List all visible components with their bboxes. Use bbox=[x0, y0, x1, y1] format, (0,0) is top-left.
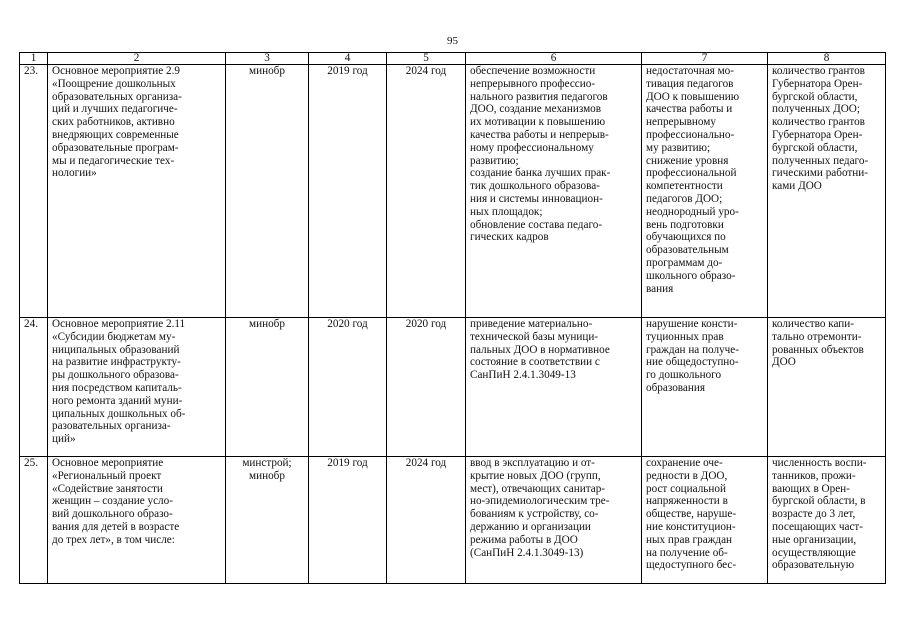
start-year: 2020 год bbox=[309, 318, 387, 457]
indicators: численность воспи- танников, прожи- вающих в Орен- бургской области, в возрасте до 3 лет, посещающих част- ные организации, осуществляющие образовательную bbox=[768, 457, 886, 584]
end-year: 2024 год bbox=[387, 457, 466, 584]
page-number: 95 bbox=[447, 35, 458, 47]
measures-table bbox=[19, 52, 886, 584]
row-number: 24. bbox=[20, 318, 48, 457]
start-year: 2019 год bbox=[309, 65, 387, 318]
event-name: Основное мероприятие «Региональный проект «Содействие занятости женщин – создание усло- вий дошкольного образо- вания для детей в возрасте до трех лет», в том числе: bbox=[48, 457, 226, 584]
expected-result: обеспечение возможности непрерывного профессио- нального развития педагогов ДОО, создание механизмов их мотивации к повышению качества работы и непрерыв- ному профессиональному развитию; создание банка лучших прак- тик дошкольного образова- ния и системы инновацион- ных площадок; обновление состава педаго- гических кадров bbox=[466, 65, 642, 318]
row-number: 25. bbox=[20, 457, 48, 584]
column-number-row bbox=[20, 53, 886, 65]
end-year: 2024 год bbox=[387, 65, 466, 318]
executor: минстрой; минобр bbox=[226, 457, 309, 584]
expected-result: приведение материально- технической базы муници- пальных ДОО в нормативное состояние в соответствии с СанПиН 2.4.1.3049-13 bbox=[466, 318, 642, 457]
table-row bbox=[20, 65, 886, 318]
column-header: 4 bbox=[309, 53, 387, 65]
executor: минобр bbox=[226, 318, 309, 457]
row-number: 23. bbox=[20, 65, 48, 318]
column-header: 1 bbox=[20, 53, 48, 65]
column-header: 6 bbox=[466, 53, 642, 65]
column-header: 5 bbox=[387, 53, 466, 65]
indicators: количество грантов Губернатора Орен- бургской области, полученных ДОО; количество грантов Губернатора Орен- бургской области, полученных педаго- гическими работни- ками ДОО bbox=[768, 65, 886, 318]
end-year: 2020 год bbox=[387, 318, 466, 457]
column-header: 3 bbox=[226, 53, 309, 65]
indicators: количество капи- тально отремонти- рованных объектов ДОО bbox=[768, 318, 886, 457]
start-year: 2019 год bbox=[309, 457, 387, 584]
event-name: Основное мероприятие 2.11 «Субсидии бюджетам му- ниципальных образований на развитие инфраструкту- ры дошкольного образова- ния посредством капиталь- ного ремонта зданий муни- ципальных дошкольных об- разовательных организа- ций» bbox=[48, 318, 226, 457]
column-header: 7 bbox=[642, 53, 768, 65]
executor: минобр bbox=[226, 65, 309, 318]
column-header: 8 bbox=[768, 53, 886, 65]
expected-result: ввод в эксплуатацию и от- крытие новых ДОО (групп, мест), отвечающих санитар- но-эпидемиологическим тре- бованиям к устройству, со- держанию и организации режима работы в ДОО (СанПиН 2.4.1.3049-13) bbox=[466, 457, 642, 584]
column-header: 2 bbox=[48, 53, 226, 65]
event-name: Основное мероприятие 2.9 «Поощрение дошкольных образовательных организа- ций и лучших педагогиче- ских работников, активно внедряющих современные образовательные програм- мы и педагогические тех- нологии» bbox=[48, 65, 226, 318]
table-row bbox=[20, 318, 886, 457]
consequences: нарушение консти- туционных прав граждан на получе- ние общедоступно- го дошкольного образования bbox=[642, 318, 768, 457]
consequences: сохранение оче- редности в ДОО, рост социальной напряженности в обществе, наруше- ние конституцион- ных прав граждан на получение об- щедоступного бес- bbox=[642, 457, 768, 584]
consequences: недостаточная мо- тивация педагогов ДОО к повышению качества работы и непрерывному профессионально- му развитию; снижение уровня профессиональной компетентности педагогов ДОО; неоднородный уро- вень подготовки обучающихся по образовательным программам до- школьного образо- вания bbox=[642, 65, 768, 318]
table-row bbox=[20, 457, 886, 584]
